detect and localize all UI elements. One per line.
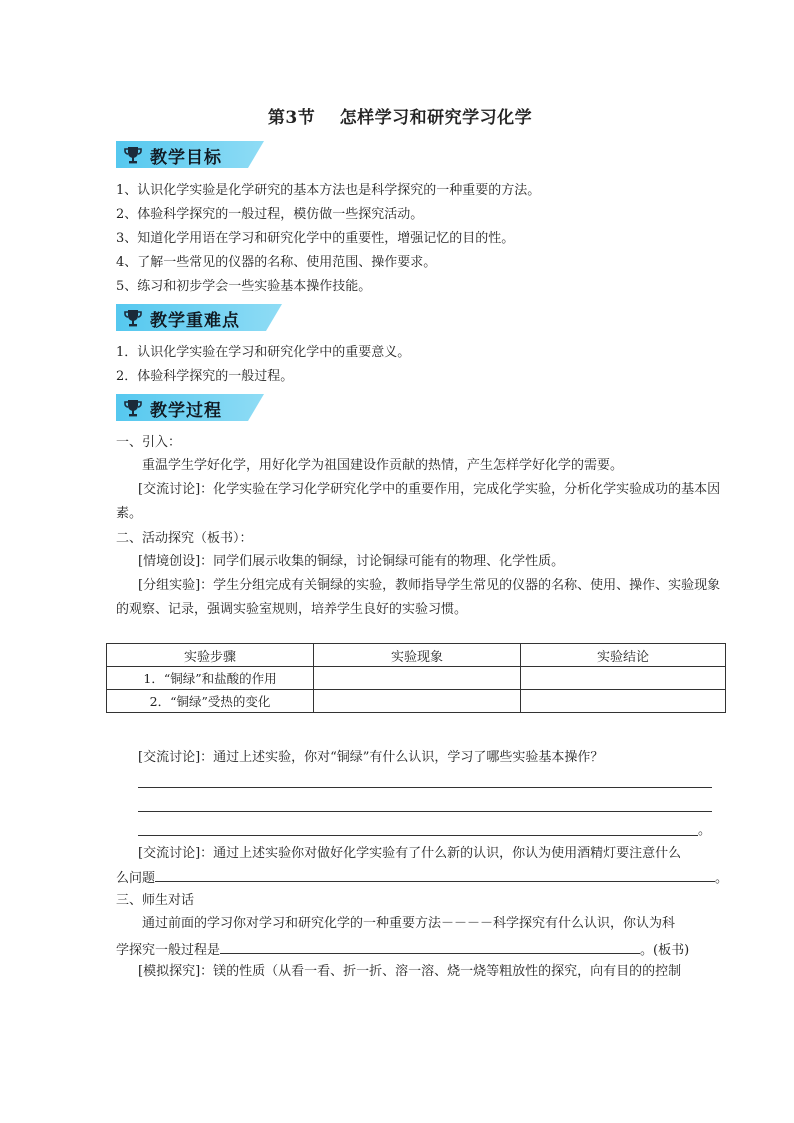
trophy-icon xyxy=(123,145,143,165)
banner-goals-label: 教学目标 xyxy=(150,148,222,168)
discussion-3-text: [交流讨论]：通过上述实验你对做好化学实验有了什么新的认识，你认为使用酒精灯要注意什么 xyxy=(138,846,682,861)
activity-heading: 二、活动探究（板书）： xyxy=(116,531,253,546)
answer-line[interactable] xyxy=(138,811,712,812)
table-row xyxy=(107,690,726,713)
key-point-item: 2．体验科学探究的一般过程。 xyxy=(116,369,294,384)
table-header: 实验步骤 xyxy=(107,644,314,667)
discussion-1: [交流讨论]：化学实验在学习化学研究化学中的重要作用，完成化学实验，分析化学实验成功的基本因素。 xyxy=(116,482,721,521)
table-header-row xyxy=(107,644,726,667)
trophy-icon xyxy=(123,308,143,328)
table-cell: 2．“铜绿”受热的变化 xyxy=(107,690,314,713)
goal-item: 2、体验科学探究的一般过程，模仿做一些探究活动。 xyxy=(116,207,424,222)
experiment-table xyxy=(106,643,726,713)
scenario-text: [情境创设]：同学们展示收集的铜绿，讨论铜绿可能有的物理、化学性质。 xyxy=(138,554,565,569)
table-cell: 1．“铜绿”和盐酸的作用 xyxy=(107,667,314,690)
goal-item: 3、知道化学用语在学习和研究化学中的重要性，增强记忆的目的性。 xyxy=(116,231,515,246)
banner-goals xyxy=(116,141,264,168)
answer-blank[interactable] xyxy=(155,881,715,882)
dialog-text: 通过前面的学习你对学习和研究化学的一种重要方法－－－－科学探究有什么认识，你认为科 xyxy=(142,916,676,931)
answer-blank[interactable] xyxy=(220,953,640,954)
table-cell[interactable] xyxy=(314,667,521,690)
goal-item: 4、了解一些常见的仪器的名称、使用范围、操作要求。 xyxy=(116,255,437,270)
page-title xyxy=(0,103,794,128)
table-cell[interactable] xyxy=(521,690,726,713)
goal-item: 5、练习和初步学会一些实验基本操作技能。 xyxy=(116,279,372,294)
answer-line[interactable] xyxy=(138,787,712,788)
group-experiment-text: [分组实验]：学生分组完成有关铜绿的实验，教师指导学生常见的仪器的名称、使用、操作、实验现象的观察、记录，强调实验室规则，培养学生良好的实验习惯。 xyxy=(116,578,721,617)
goal-item: 1、认识化学实验是化学研究的基本方法也是科学探究的一种重要的方法。 xyxy=(116,183,541,198)
section-number: 第3节 xyxy=(267,108,316,128)
intro-text: 重温学生学好化学，用好化学为祖国建设作贡献的热情，产生怎样学好化学的需要。 xyxy=(142,458,624,473)
table-cell[interactable] xyxy=(314,690,521,713)
discussion-2: [交流讨论]：通过上述实验，你对“铜绿”有什么认识，学习了哪些实验基本操作？ xyxy=(138,750,604,765)
simulated-inquiry: [模拟探究]：镁的性质（从看一看、折一折、溶一溶、烧一烧等粗放性的探究，向有目的的控制 xyxy=(138,964,682,979)
banner-key-points-label: 教学重难点 xyxy=(150,311,240,331)
banner-process xyxy=(116,394,264,421)
answer-line[interactable] xyxy=(138,835,698,836)
section-name: 怎样学习和研究学习化学 xyxy=(339,108,533,128)
discussion-3-continued: 么问题 。 xyxy=(116,871,729,886)
table-cell[interactable] xyxy=(521,667,726,690)
key-point-item: 1．认识化学实验在学习和研究化学中的重要意义。 xyxy=(116,345,411,360)
trophy-icon xyxy=(123,398,143,418)
answer-period: 。 xyxy=(698,823,712,838)
intro-heading: 一、引入： xyxy=(116,435,182,450)
banner-key-points xyxy=(116,304,282,331)
banner-process-label: 教学过程 xyxy=(150,401,222,421)
table-header: 实验现象 xyxy=(314,644,521,667)
discussion-3 xyxy=(116,842,726,866)
table-header: 实验结论 xyxy=(521,644,726,667)
table-row xyxy=(107,667,726,690)
dialog-heading: 三、师生对话 xyxy=(116,893,195,908)
dialog-text-continued: 学探究一般过程是 。(板书) xyxy=(116,943,690,958)
